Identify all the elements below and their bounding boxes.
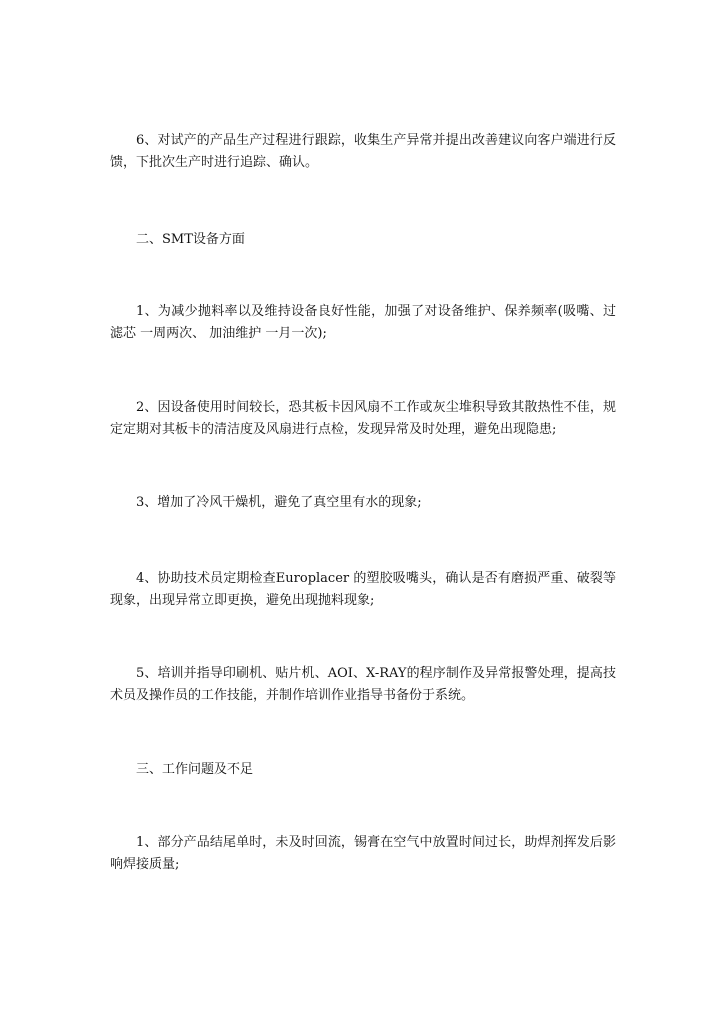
paragraph-board-cleaning: 2、因设备使用时间较长，恐其板卡因风扇不工作或灰尘堆积导致其散热性不佳，规定定期对其板卡的清洁度及风扇进行点检，发现异常及时处理，避免出现隐患; bbox=[110, 400, 616, 437]
paragraph-equipment-maintenance: 1、为减少抛料率以及维持设备良好性能，加强了对设备维护、保养频率(吸嘴、过滤芯 一周两次、 加油维护 一月一次); bbox=[110, 304, 616, 341]
section-heading-work-issues: 三、工作问题及不足 bbox=[136, 762, 254, 777]
paragraph-solder-issue: 1、部分产品结尾单时，未及时回流，锡膏在空气中放置时间过长，助焊剂挥发后影响焊接质量; bbox=[110, 835, 616, 872]
paragraph-feedback: 6、对试产的产品生产过程进行跟踪，收集生产异常并提出改善建议向客户端进行反馈，下批次生产时进行追踪、确认。 bbox=[110, 133, 616, 170]
section-heading-smt-equipment: 二、SMT设备方面 bbox=[136, 232, 245, 247]
paragraph-training: 5、培训并指导印刷机、贴片机、AOI、X-RAY的程序制作及异常报警处理，提高技术员及操作员的工作技能，并制作培训作业指导书备份于系统。 bbox=[110, 666, 616, 703]
paragraph-nozzle-inspection: 4、协助技术员定期检查Europlacer 的塑胶吸嘴头，确认是否有磨损严重、破裂等现象，出现异常立即更换，避免出现抛料现象; bbox=[110, 571, 616, 608]
paragraph-air-dryer: 3、增加了冷风干燥机，避免了真空里有水的现象; bbox=[136, 495, 422, 510]
